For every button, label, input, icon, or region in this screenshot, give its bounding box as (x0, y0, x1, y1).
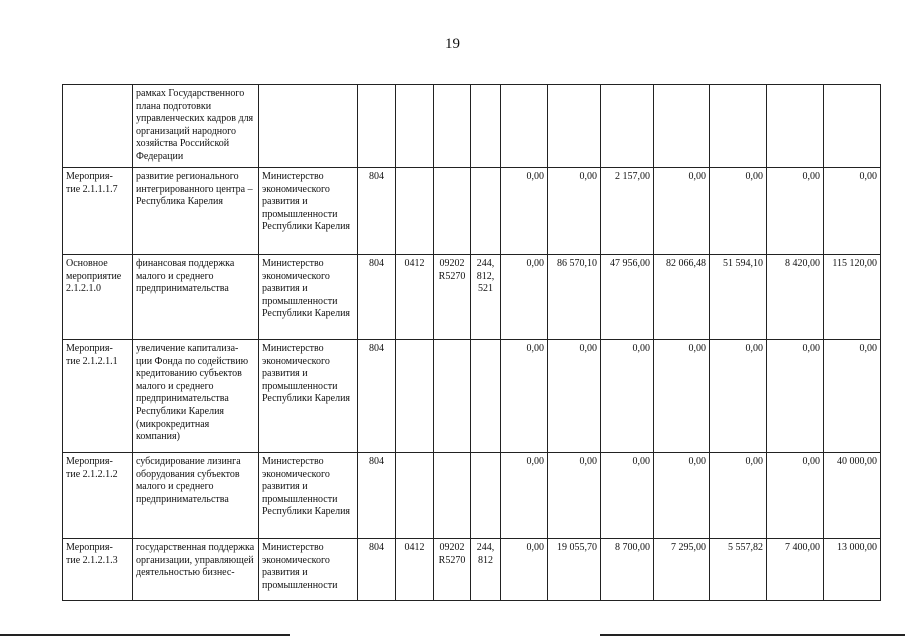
amount-cell: 0,00 (824, 168, 881, 255)
amount-cell: 0,00 (654, 168, 710, 255)
amount-cell (548, 85, 601, 168)
csr-cell: 09202 R5270 (434, 255, 471, 340)
executor-cell: Министерство экономического развития и промышленности Республики Карелия (259, 453, 358, 539)
amount-cell: 0,00 (501, 168, 548, 255)
vr-cell (471, 168, 501, 255)
amount-cell: 7 400,00 (767, 539, 824, 601)
amount-cell: 0,00 (767, 168, 824, 255)
csr-cell (434, 453, 471, 539)
amount-cell: 0,00 (710, 168, 767, 255)
scan-edge-line-right (600, 634, 905, 636)
status-cell: Мероприя- тие 2.1.2.1.3 (63, 539, 133, 601)
amount-cell: 0,00 (501, 453, 548, 539)
amount-cell (601, 85, 654, 168)
table-row (63, 255, 881, 340)
table-row (63, 539, 881, 601)
table-row (63, 453, 881, 539)
rzpr-cell (396, 340, 434, 453)
vr-cell (471, 85, 501, 168)
amount-cell: 0,00 (767, 340, 824, 453)
event-name-cell: рамках Государственного плана подготовки управленческих кадров для организаций народного хозяйства Российской Федерации (133, 85, 259, 168)
amount-cell: 0,00 (501, 539, 548, 601)
amount-cell: 0,00 (654, 453, 710, 539)
amount-cell: 0,00 (710, 340, 767, 453)
csr-cell (434, 85, 471, 168)
amount-cell: 0,00 (601, 340, 654, 453)
event-name-cell: финансовая поддержка малого и среднего предпринимательства (133, 255, 259, 340)
executor-cell: Министерство экономического развития и промышленности Республики Карелия (259, 340, 358, 453)
executor-cell: Министерство экономического развития и промышленности Республики Карелия (259, 255, 358, 340)
amount-cell: 0,00 (654, 340, 710, 453)
rzpr-cell (396, 85, 434, 168)
amount-cell: 0,00 (710, 453, 767, 539)
csr-cell (434, 340, 471, 453)
amount-cell: 2 157,00 (601, 168, 654, 255)
csr-cell: 09202 R5270 (434, 539, 471, 601)
table-row (63, 340, 881, 453)
amount-cell: 0,00 (548, 340, 601, 453)
vr-cell: 244, 812 (471, 539, 501, 601)
amount-cell: 0,00 (601, 453, 654, 539)
amount-cell: 86 570,10 (548, 255, 601, 340)
grbs-cell (358, 85, 396, 168)
status-cell (63, 85, 133, 168)
event-name-cell: увеличение капитализа- ции Фонда по содействию кредитованию субъектов малого и среднего предпринимательства Республики Карелия (микрокредитная компания) (133, 340, 259, 453)
grbs-cell: 804 (358, 539, 396, 601)
amount-cell: 0,00 (501, 340, 548, 453)
table-row (63, 168, 881, 255)
amount-cell: 0,00 (548, 453, 601, 539)
amount-cell: 8 700,00 (601, 539, 654, 601)
event-name-cell: субсидирование лизинга оборудования субъектов малого и среднего предпринимательства (133, 453, 259, 539)
status-cell: Мероприя- тие 2.1.2.1.2 (63, 453, 133, 539)
amount-cell: 47 956,00 (601, 255, 654, 340)
vr-cell (471, 340, 501, 453)
scan-edge-line-left (0, 634, 290, 636)
amount-cell: 0,00 (548, 168, 601, 255)
event-name-cell: государственная поддержка организации, управляющей деятельностью бизнес- (133, 539, 259, 601)
table-row (63, 85, 881, 168)
amount-cell: 82 066,48 (654, 255, 710, 340)
amount-cell: 0,00 (824, 340, 881, 453)
amount-cell: 7 295,00 (654, 539, 710, 601)
event-name-cell: развитие регионального интегрированного центра – Республика Карелия (133, 168, 259, 255)
grbs-cell: 804 (358, 168, 396, 255)
executor-cell (259, 85, 358, 168)
csr-cell (434, 168, 471, 255)
amount-cell: 5 557,82 (710, 539, 767, 601)
grbs-cell: 804 (358, 453, 396, 539)
amount-cell: 51 594,10 (710, 255, 767, 340)
amount-cell (767, 85, 824, 168)
budget-table (62, 84, 881, 601)
amount-cell: 19 055,70 (548, 539, 601, 601)
page-number: 19 (445, 36, 460, 52)
amount-cell: 40 000,00 (824, 453, 881, 539)
rzpr-cell (396, 168, 434, 255)
amount-cell (710, 85, 767, 168)
status-cell: Основное мероприятие 2.1.2.1.0 (63, 255, 133, 340)
amount-cell (501, 85, 548, 168)
amount-cell: 0,00 (501, 255, 548, 340)
amount-cell (824, 85, 881, 168)
amount-cell: 8 420,00 (767, 255, 824, 340)
amount-cell: 13 000,00 (824, 539, 881, 601)
amount-cell: 115 120,00 (824, 255, 881, 340)
amount-cell (654, 85, 710, 168)
executor-cell: Министерство экономического развития и промышленности (259, 539, 358, 601)
executor-cell: Министерство экономического развития и промышленности Республики Карелия (259, 168, 358, 255)
rzpr-cell: 0412 (396, 255, 434, 340)
amount-cell: 0,00 (767, 453, 824, 539)
vr-cell: 244, 812, 521 (471, 255, 501, 340)
rzpr-cell (396, 453, 434, 539)
status-cell: Мероприя- тие 2.1.2.1.1 (63, 340, 133, 453)
grbs-cell: 804 (358, 255, 396, 340)
status-cell: Мероприя- тие 2.1.1.1.7 (63, 168, 133, 255)
rzpr-cell: 0412 (396, 539, 434, 601)
grbs-cell: 804 (358, 340, 396, 453)
vr-cell (471, 453, 501, 539)
